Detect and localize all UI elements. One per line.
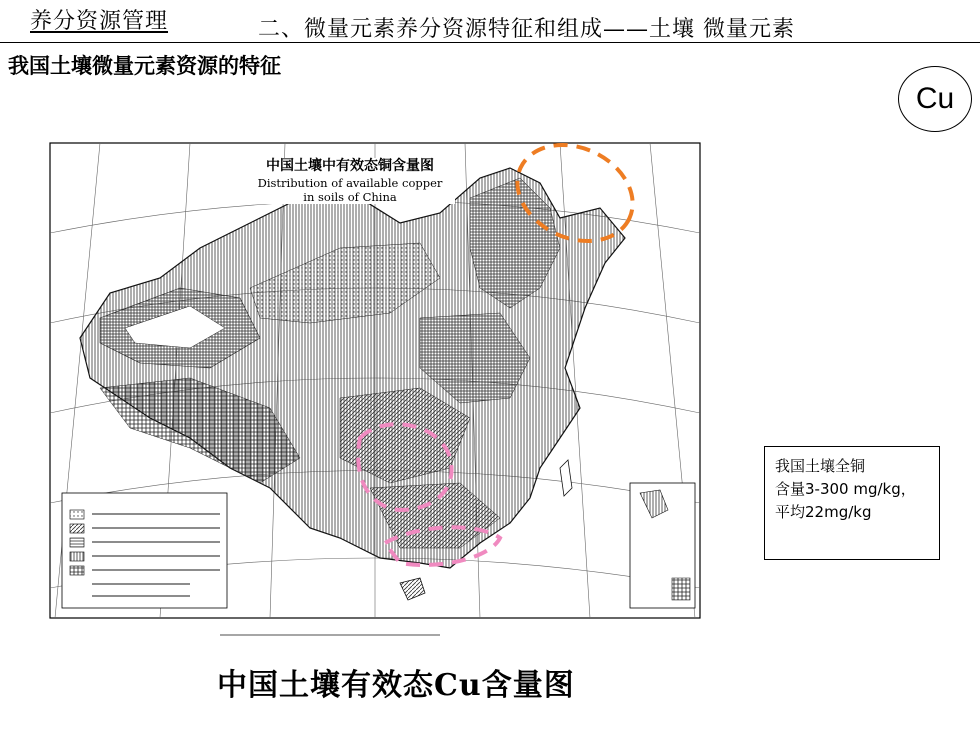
map-title-zh: 中国土壤中有效态铜含量图: [266, 158, 434, 174]
slide-subtitle: 我国土壤微量元素资源的特征: [8, 54, 281, 78]
map-legend: [62, 493, 227, 608]
header-divider: [0, 42, 980, 43]
map-graphic: [40, 138, 710, 648]
note-line-3: 平均22mg/kg: [775, 503, 872, 521]
copper-distribution-map: [40, 138, 710, 648]
element-symbol: Cu: [915, 82, 955, 115]
section-title: 二、微量元素养分资源特征和组成——土壤 微量元素: [258, 17, 795, 42]
note-line-2: 含量3-300 mg/kg，: [775, 480, 916, 498]
note-line-1: 我国土壤全铜: [775, 457, 866, 475]
map-title: [245, 158, 455, 204]
map-title-en-2: in soils of China: [303, 189, 397, 204]
map-title-en-1: Distribution of available copper: [257, 175, 443, 190]
course-title: 养分资源管理: [30, 9, 169, 34]
copper-content-note: [764, 446, 940, 560]
figure-caption: 中国土壤有效态Cu含量图: [217, 668, 575, 703]
element-badge: [898, 66, 972, 132]
